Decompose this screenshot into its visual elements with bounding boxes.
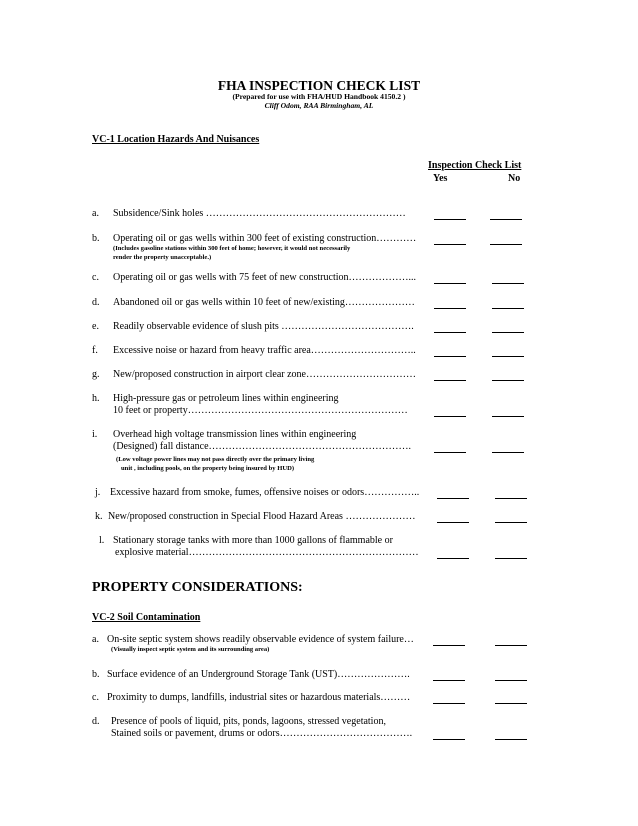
vc1-heading: VC-1 Location Hazards And Nuisances xyxy=(92,134,260,145)
item-text: Surface evidence of an Underground Storage Tank (UST)…………………. xyxy=(107,669,410,680)
no-answer-blank[interactable] xyxy=(492,283,524,284)
no-answer-blank[interactable] xyxy=(492,356,524,357)
item-text: Excessive hazard from smoke, fumes, offensive noises or odors…………….. xyxy=(110,487,420,498)
no-answer-blank[interactable] xyxy=(495,703,527,704)
yes-answer-blank[interactable] xyxy=(434,308,466,309)
item-text: Excessive noise or hazard from heavy traffic area………………………….. xyxy=(113,345,416,356)
item-letter: l. xyxy=(99,535,105,546)
no-answer-blank[interactable] xyxy=(495,522,527,523)
item-text: Readily observable evidence of slush pits …………………………………. xyxy=(113,321,414,332)
no-answer-blank[interactable] xyxy=(492,332,524,333)
yes-answer-blank[interactable] xyxy=(434,332,466,333)
checklist-title: Inspection Check List xyxy=(428,160,522,171)
no-answer-blank[interactable] xyxy=(490,219,522,220)
item-note: (Low voltage power lines may not pass directly over the primary living xyxy=(116,456,315,463)
item-letter: i. xyxy=(92,429,98,440)
item-text: Presence of pools of liquid, pits, ponds, lagoons, stressed vegetation, xyxy=(111,716,386,727)
no-answer-blank[interactable] xyxy=(495,498,527,499)
item-text: (Designed) fall distance……………………………………………………. xyxy=(113,441,412,452)
vc2-heading: VC-2 Soil Contamination xyxy=(92,612,201,623)
item-text: Proximity to dumps, landfills, industrial sites or hazardous materials……… xyxy=(107,692,411,703)
page-title: FHA INSPECTION CHECK LIST xyxy=(217,78,421,93)
item-text: Abandoned oil or gas wells within 10 feet of new/existing………………… xyxy=(113,297,415,308)
no-answer-blank[interactable] xyxy=(495,645,527,646)
item-note: unit , including pools, on the property being insured by HUD) xyxy=(121,465,295,472)
no-answer-blank[interactable] xyxy=(495,739,527,740)
yes-answer-blank[interactable] xyxy=(433,645,465,646)
property-considerations-heading: PROPERTY CONSIDERATIONS: xyxy=(92,580,303,595)
yes-column-label: Yes xyxy=(433,173,448,184)
yes-answer-blank[interactable] xyxy=(434,452,466,453)
item-text: On-site septic system shows readily observable evidence of system failure… xyxy=(107,634,414,645)
page-subtitle: (Prepared for use with FHA/HUD Handbook 4150.2 ) xyxy=(232,92,406,101)
item-text: Operating oil or gas wells with 75 feet of new construction………………... xyxy=(113,272,416,283)
item-text: 10 feet or property………………………………………………………… xyxy=(113,405,408,416)
yes-answer-blank[interactable] xyxy=(437,558,469,559)
no-answer-blank[interactable] xyxy=(492,308,524,309)
yes-answer-blank[interactable] xyxy=(434,283,466,284)
yes-answer-blank[interactable] xyxy=(433,680,465,681)
yes-answer-blank[interactable] xyxy=(434,380,466,381)
item-letter: e. xyxy=(92,321,99,332)
no-answer-blank[interactable] xyxy=(490,244,522,245)
item-letter: d. xyxy=(92,716,100,727)
item-text: explosive material…………………………………………………………… xyxy=(115,547,419,558)
item-letter: d. xyxy=(92,297,100,308)
no-answer-blank[interactable] xyxy=(495,558,527,559)
item-text: Stained soils or pavement, drums or odors…………………………………. xyxy=(111,728,413,739)
yes-answer-blank[interactable] xyxy=(434,244,466,245)
item-letter: b. xyxy=(92,669,100,680)
item-letter: c. xyxy=(92,692,99,703)
item-text: Operating oil or gas wells within 300 feet of existing construction………… xyxy=(113,233,417,244)
item-letter: a. xyxy=(92,208,99,219)
item-note: (Includes gasoline stations within 300 feet of home; however, it would not necessarily xyxy=(113,245,351,252)
item-letter: g. xyxy=(92,369,100,380)
yes-answer-blank[interactable] xyxy=(434,356,466,357)
yes-answer-blank[interactable] xyxy=(437,522,469,523)
item-text: Stationary storage tanks with more than 1000 gallons of flammable or xyxy=(113,535,393,546)
yes-answer-blank[interactable] xyxy=(434,219,466,220)
item-letter: c. xyxy=(92,272,99,283)
item-letter: a. xyxy=(92,634,99,645)
yes-answer-blank[interactable] xyxy=(434,416,466,417)
no-column-label: No xyxy=(508,173,521,184)
item-text: Overhead high voltage transmission lines within engineering xyxy=(113,429,357,440)
yes-answer-blank[interactable] xyxy=(433,703,465,704)
item-text: Subsidence/Sink holes …………………………………………………… xyxy=(113,208,406,219)
item-letter: f. xyxy=(92,345,98,356)
yes-answer-blank[interactable] xyxy=(437,498,469,499)
no-answer-blank[interactable] xyxy=(495,680,527,681)
item-text: New/proposed construction in Special Flood Hazard Areas ………………… xyxy=(108,511,416,522)
item-text: New/proposed construction in airport clear zone…………………………… xyxy=(113,369,416,380)
item-letter: k. xyxy=(95,511,103,522)
item-letter: h. xyxy=(92,393,100,404)
page-author: Cliff Odom, RAA Birmingham, AL xyxy=(264,101,374,110)
item-note: (Visually inspect septic system and its surrounding area) xyxy=(111,646,270,653)
item-note: render the property unacceptable.) xyxy=(113,254,212,261)
item-letter: b. xyxy=(92,233,100,244)
item-letter: j. xyxy=(95,487,101,498)
no-answer-blank[interactable] xyxy=(492,380,524,381)
no-answer-blank[interactable] xyxy=(492,452,524,453)
yes-answer-blank[interactable] xyxy=(433,739,465,740)
no-answer-blank[interactable] xyxy=(492,416,524,417)
item-text: High-pressure gas or petroleum lines within engineering xyxy=(113,393,339,404)
